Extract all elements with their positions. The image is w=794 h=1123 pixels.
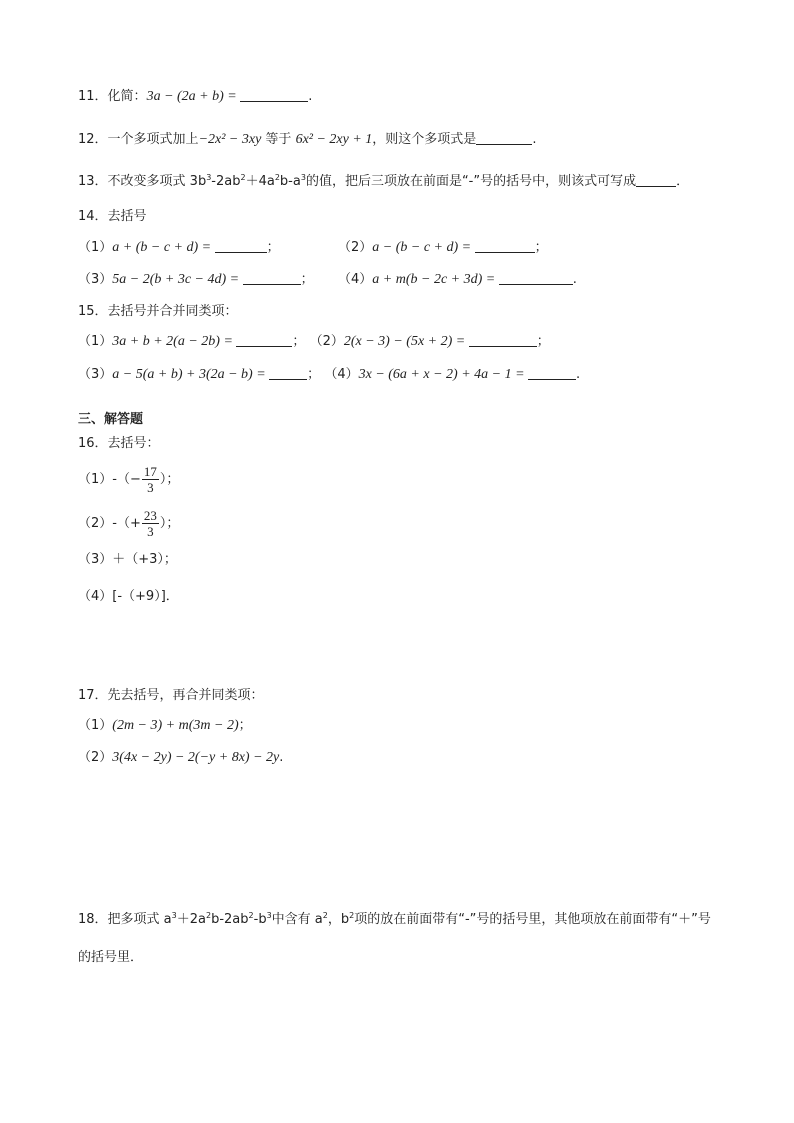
answer-blank[interactable] [236,332,292,347]
question-15-title: 15．去括号并合并同类项： [78,304,238,319]
q15-row-1 [78,332,550,352]
section-title: 三、解答题 [78,412,144,427]
item-text: ）； [159,472,180,487]
item-number: （2） [338,240,373,255]
numerator: 23 [143,508,157,523]
math-expression: −2x² − 3xy [198,132,262,147]
item-text: -（+ [112,516,141,531]
item-number: （1） [78,472,113,487]
superscript: 3 [171,911,177,920]
question-text: 18．把多项式 a [78,912,172,927]
question-text: b-2ab [211,912,249,927]
math-expression: a + (b − c + d) = [112,240,215,255]
question-16-title: 16．去括号： [78,436,160,451]
question-text: 一个多项式加上 [107,132,199,147]
punctuation: ； [266,240,280,255]
math-expression: a + m(b − 2c + 3d) = [372,272,499,287]
punctuation: ； [307,367,321,382]
item-number: （1） [78,334,113,349]
q17-item-2 [78,748,283,768]
item-number: （1） [78,240,113,255]
math-expression: a − (b − c + d) = [372,240,475,255]
punctuation: ； [536,334,550,349]
question-17-title: 17．先去括号，再合并同类项： [78,688,264,703]
answer-blank[interactable] [269,365,307,380]
question-18-line-1 [78,910,711,930]
superscript: 2 [274,173,280,182]
fraction [142,508,159,539]
math-expression: 3a − (2a + b) = [146,89,241,104]
math-expression: 6x² − 2xy + 1 [295,132,373,147]
question-13 [78,172,689,192]
superscript: 3 [300,173,306,182]
question-text: 13．不改变多项式 3b [78,174,207,189]
question-11 [78,87,312,107]
question-text: b-a [279,174,301,189]
question-number: 11． [78,89,108,104]
question-text: ＋2a [176,912,206,927]
superscript: 2 [240,173,246,182]
answer-blank[interactable] [475,238,535,253]
punctuation: ； [292,334,306,349]
item-number: （2） [78,516,113,531]
q17-item-1 [78,716,252,736]
question-text: 的值，把后三项放在前面是“-”号的括号中，则该式可写成 [305,174,637,189]
question-text: ，b [327,912,350,927]
q14-item-2 [338,238,548,258]
math-expression: 3x − (6a + x − 2) + 4a − 1 = [358,367,529,382]
superscript: 2 [248,911,254,920]
q16-item-2 [78,507,179,541]
denominator: 3 [147,524,154,539]
answer-blank[interactable] [636,172,676,187]
answer-blank[interactable] [243,270,301,285]
math-expression: (2m − 3) + m(3m − 2) [112,718,239,733]
item-number: （3） [78,367,113,382]
punctuation: ； [238,718,252,733]
denominator: 3 [147,480,154,495]
q16-item-4: （4）[-（+9）]． [78,589,179,604]
item-number: （2） [309,334,344,349]
math-expression: 3(4x − 2y) − 2(−y + 8x) − 2y [112,750,280,765]
punctuation: . [576,367,581,382]
question-label: 化简： [107,89,147,104]
question-text: ，则这个多项式是 [372,132,477,147]
item-number: （3） [78,272,113,287]
question-text: -b [253,912,267,927]
punctuation: ； [534,240,548,255]
item-number: （2） [78,750,113,765]
item-text: -（− [112,472,141,487]
answer-blank[interactable] [476,130,532,145]
question-text: 项的放在前面带有“-”号的括号里，其他项放在前面带有“＋”号 [354,912,711,927]
q14-item-4 [338,270,577,290]
punctuation: ； [300,272,314,287]
answer-blank[interactable] [499,270,573,285]
answer-blank[interactable] [528,365,576,380]
punctuation: . [308,89,313,104]
superscript: 2 [322,911,328,920]
superscript: 2 [349,911,355,920]
question-text: ＋4a [245,174,275,189]
math-expression: 5a − 2(b + 3c − 4d) = [112,272,243,287]
superscript: 3 [206,173,212,182]
superscript: 2 [206,911,212,920]
punctuation: . [279,750,284,765]
q15-row-2 [78,365,580,385]
punctuation: . [572,272,577,287]
punctuation: . [532,132,537,147]
answer-blank[interactable] [469,332,537,347]
question-text: -2ab [211,174,241,189]
q14-item-1 [78,238,280,258]
question-14-title: 14．去括号 [78,209,147,224]
q14-item-3 [78,270,314,290]
numerator: 17 [143,464,157,479]
item-number: （4） [324,367,359,382]
answer-blank[interactable] [240,87,308,102]
item-number: （1） [78,718,113,733]
item-text: ）； [159,516,180,531]
answer-blank[interactable] [215,238,267,253]
math-expression: 3a + b + 2(a − 2b) = [112,334,237,349]
fraction [142,464,159,495]
question-12 [78,130,536,150]
item-number: （4） [338,272,373,287]
math-expression: a − 5(a + b) + 3(2a − b) = [112,367,270,382]
punctuation: ． [676,174,690,189]
question-number: 12． [78,132,108,147]
q16-item-1 [78,463,179,497]
question-18-line-2: 的括号里． [78,950,144,965]
superscript: 3 [266,911,272,920]
math-expression: 2(x − 3) − (5x + 2) = [343,334,469,349]
q16-item-3: （3）＋（+3）； [78,552,177,567]
question-text: 等于 [261,132,296,147]
question-text: 中含有 a [271,912,323,927]
